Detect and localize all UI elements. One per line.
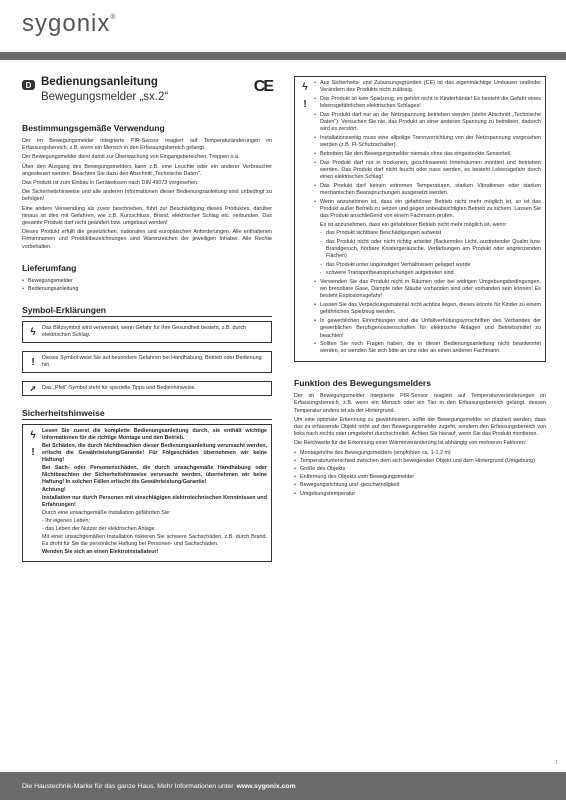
safety-line: - das Leben der Nutzer der elektrischen Anlage. bbox=[42, 526, 157, 533]
symbol-lightning-box bbox=[22, 321, 272, 343]
header-rule bbox=[0, 52, 566, 60]
delivery-list bbox=[22, 278, 272, 293]
list-item: - das Produkt nicht oder nicht richtig arbeitet (flackerndes Licht, austretender Qualm bzw. Brandgeruch, hörbare Knistergeräusche, Verfärbungen am Produkt oder angrenzenden Flächen) bbox=[320, 239, 541, 261]
symbol-text: Dieses Symbol weist Sie auf besondere Gefahren bei Handhabung, Betrieb oder Bedienung hin. bbox=[42, 355, 262, 369]
list-item: • Aus Sicherheits- und Zulassungsgründen (CE) ist das eigenmächtige Umbauen und/oder Verändern des Produkts nicht zulässig. bbox=[314, 80, 541, 94]
left-column bbox=[22, 76, 272, 562]
safety-line: Lesen Sie zuerst die komplette Bedienungsanleitung durch, sie enthält wichtige Informationen für die richtige Montage und den Betrieb. bbox=[42, 428, 267, 442]
footer bbox=[0, 772, 566, 800]
list-item: • Wenn anzunehmen ist, dass ein gefahrloser Betrieb nicht mehr möglich ist, so ist das Produkt außer Betrieb zu setzen und gegen unbeabsichtigten Betrieb zu sichern. Lassen Sie das Produkt anschließend von einem Fachmann prüfen. bbox=[314, 199, 541, 221]
list-item: • Bewegungsrichtung und -geschwindigkeit bbox=[294, 482, 546, 489]
list-item: • Bedienungsanleitung bbox=[22, 286, 272, 293]
right-column bbox=[294, 76, 546, 499]
sub-paragraph: Es ist anzunehmen, dass ein gefahrloser Betrieb nicht mehr möglich ist, wenn: bbox=[320, 221, 507, 228]
list-item: - das Produkt sichtbare Beschädigungen aufweist bbox=[320, 230, 541, 237]
lightning-icon: ϟ bbox=[30, 326, 36, 338]
brand-logo: sygonix® bbox=[22, 10, 117, 37]
usage-paragraph: Über den Ausgang des Bewegungsmelders kann z.B. eine Leuchte oder ein anderer Verbraucher angesteuert werden. Beachten Sie dazu den Abschnitt „Technische Daten“. bbox=[22, 163, 272, 177]
page-mark: 1 bbox=[555, 760, 558, 766]
safety-line: Wenden Sie sich an einen Elektroinstallateur! bbox=[42, 549, 159, 556]
symbols-heading: Symbol-Erklärungen bbox=[22, 305, 272, 317]
safety-icons bbox=[299, 82, 311, 357]
safety-icons bbox=[27, 430, 39, 557]
symbol-text: Das Blitzsymbol wird verwendet, wenn Gefahr für Ihre Gesundheit besteht, z.B. durch elektrischen Schlag. bbox=[42, 325, 247, 339]
safety-continued-content bbox=[314, 80, 541, 357]
ce-mark: CE bbox=[253, 78, 272, 95]
list-item: • Sollten Sie noch Fragen haben, die in dieser Bedienungsanleitung nicht beantwortet werden, so wenden Sie sich bitte an uns oder an einen anderen Fachmann. bbox=[314, 341, 541, 355]
usage-paragraph: Dieses Produkt erfüllt die gesetzlichen, nationalen und europäischen Anforderungen. Alle enthaltenen Firmennamen und Produktbezeichnungen sind Warenzeichen der jeweiligen Inhaber. Alle Rechte vorbehalten. bbox=[22, 229, 272, 250]
footer-text: Die Haustechnik-Marke für das ganze Haus. Mehr Informationen unter bbox=[22, 782, 234, 790]
list-item: • Temperaturunterschied zwischen dem sich bewegenden Objekt und dem Hintergrund (Umgebung) bbox=[294, 458, 546, 465]
safety-content bbox=[42, 428, 267, 557]
list-item: • Entfernung des Objekts vom Bewegungsmelder bbox=[294, 474, 546, 481]
doc-subtitle: Bewegungsmelder „sx.2“ bbox=[41, 91, 169, 103]
safety-line: Durch eine unsachgemäße Installation gefährden Sie: bbox=[42, 510, 171, 517]
symbol-text: Das „Pfeil“-Symbol steht für spezielle Tipps und Bedienhinweise. bbox=[42, 385, 197, 392]
footer-link[interactable]: www.sygonix.com bbox=[236, 782, 296, 790]
dash-list bbox=[314, 230, 541, 278]
arrow-icon: ➚ bbox=[29, 384, 37, 394]
safety-list bbox=[314, 80, 541, 220]
list-item: • Größe des Objekts bbox=[294, 466, 546, 473]
safety-list-2 bbox=[314, 279, 541, 356]
doc-header bbox=[22, 76, 272, 103]
list-item: • Das Produkt darf nur an der Netzspannung betrieben werden (siehe Abschnitt „Technische Daten“). Versuchen Sie nie, das Produkt an einer anderen Spannung zu betreiben, dadurch wird es zerstört. bbox=[314, 112, 541, 134]
safety-line: Mit einer unsachgemäßen Installation riskieren Sie schwere Sachschäden, z.B. durch Brand. Es droht für Sie die persönliche Haftung bei Personen- und Sachschäden. bbox=[42, 534, 267, 548]
usage-heading: Bestimmungsgemäße Verwendung bbox=[22, 123, 165, 133]
list-item: • Umgebungstemperatur bbox=[294, 491, 546, 498]
list-item: • Verwenden Sie das Produkt nicht in Räumen oder bei widrigen Umgebungsbedingungen, wo brennbare Gase, Dämpfe oder Stäube vorhanden sind oder vorhanden sein können! Es besteht Explosionsgefahr! bbox=[314, 279, 541, 301]
list-item: • Montagehöhe des Bewegungsmelders (empfohlen ca. 1-1,2 m) bbox=[294, 450, 546, 457]
function-heading: Funktion des Bewegungsmelders bbox=[294, 378, 432, 389]
symbol-exclamation-box bbox=[22, 351, 272, 373]
safety-line: Bei Schäden, die durch Nichtbeachten dieser Bedienungsanleitung verursacht werden, erlischt die Gewährleistung/Garantie! Für Folgeschäden übernehmen wir keine Haftung! bbox=[42, 443, 267, 464]
usage-paragraph: Eine andere Verwendung als zuvor beschrieben, führt zur Beschädigung dieses Produktes, darüber hinaus ist dies mit Gefahren, wie z.B. Kurzschluss, Brand, elektrischer Schlag etc. verbunden. Das gesamte Produkt darf nicht geändert bzw. umgebaut werden! bbox=[22, 205, 272, 227]
exclamation-icon: ! bbox=[303, 99, 307, 110]
function-paragraph: Die Reichweite für die Erkennung einer Wärmeveränderung ist abhängig von mehreren Faktoren: bbox=[294, 440, 527, 447]
usage-text bbox=[22, 138, 272, 251]
list-item: • Lassen Sie das Verpackungsmaterial nicht achtlos liegen, dieses könnte für Kinder zu einem gefährlichen Spielzeug werden. bbox=[314, 302, 541, 316]
usage-paragraph: Die Sicherheitshinweise und alle anderen Informationen dieser Bedienungsanleitung sind unbedingt zu befolgen! bbox=[22, 189, 272, 203]
safety-line: - Ihr eigenes Leben; bbox=[42, 518, 90, 525]
list-item: • Betreiben Sie den Bewegungsmelder niemals ohne das eingesteckte Sensorteil. bbox=[314, 151, 541, 158]
list-item: • Bewegungsmelder bbox=[22, 278, 272, 285]
factors-list bbox=[294, 450, 546, 498]
safety-line: Installation nur durch Personen mit einschlägigen elektrotechnischen Kenntnissen und Erfahrungen! bbox=[42, 495, 267, 509]
lightning-icon: ϟ bbox=[302, 82, 308, 93]
safety-box bbox=[22, 424, 272, 562]
language-badge: D bbox=[22, 80, 35, 90]
list-item: - schwere Transportbeanspruchungen aufgetreten sind bbox=[320, 270, 541, 277]
exclamation-icon: ! bbox=[31, 356, 35, 368]
safety-line: Achtung! bbox=[42, 487, 66, 494]
function-paragraph: Der im Bewegungsmelder integrierte PIR-Sensor reagiert auf Temperaturveränderungen im Erfassungsbereich, z.B. wenn ein Mensch oder ein Tier in den Erfassungsbereich gelangt, dessen Temperatur anders ist als der Hintergrund. bbox=[294, 393, 546, 414]
safety-line: Bei Sach- oder Personenschäden, die durch unsachgemäße Handhabung oder Nichtbeachten der Sicherheitshinweise verursacht werden, übernehmen wir keine Haftung! In solchen Fällen erlischt die Gewährleistung/Garantie! bbox=[42, 465, 267, 486]
list-item: • Das Produkt darf keinen extremen Temperaturen, starken Vibrationen oder starken mechanischen Beanspruchungen ausgesetzt werden. bbox=[314, 183, 541, 197]
usage-paragraph: Der im Bewegungsmelder integrierte PIR-Sensor reagiert auf Temperaturänderungen im Erfassungsbereich, z.B. wenn ein Mensch in den Erfassungsbereich gelangt. bbox=[22, 138, 272, 152]
list-item: - das Produkt unter ungünstigen Verhältnissen gelagert wurde bbox=[320, 262, 541, 269]
doc-title: Bedienungsanleitung bbox=[41, 76, 158, 88]
usage-paragraph: Der Bewegungsmelder dient damit zur Überwachung von Eingangsbereichen, Treppen o.ä. bbox=[22, 154, 240, 161]
usage-paragraph: Das Produkt ist zum Einbau in Gerätedosen nach DIN 49073 vorgesehen. bbox=[22, 180, 199, 187]
exclamation-icon: ! bbox=[31, 447, 35, 459]
lightning-icon: ϟ bbox=[30, 430, 36, 442]
list-item: • In gewerblichen Einrichtungen sind die Unfallverhütungsvorschriften des Verbandes der gewerblichen Berufsgenossenschaften für elektrische Anlagen und Betriebsmittel zu beachten! bbox=[314, 318, 541, 340]
delivery-heading: Lieferumfang bbox=[22, 262, 77, 273]
safety-continued-box bbox=[294, 76, 546, 362]
function-paragraph: Um eine optimale Erkennung zu gewährleisten, sollte der Bewegungsmelder so platziert werden, dass das zu erfassende Objekt nicht auf den Bewegungsmelder zugeht, sondern den Erfassungsbereich von links nach rechts oder umgekehrt durchschreitet. Achten Sie hierauf, wenn Sie das Produkt montieren. bbox=[294, 416, 546, 438]
list-item: • Installationsseitig muss eine allpolige Trennvorrichtung von der Netzspannung vorgesehen werden (z.B. FI-Schutzschalter). bbox=[314, 135, 541, 149]
symbol-arrow-box bbox=[22, 381, 272, 396]
list-item: • Das Produkt ist kein Spielzeug, es gehört nicht in Kinderhände! Es besteht die Gefahr eines lebensgefährlichen elektrischen Schlages! bbox=[314, 96, 541, 110]
list-item: • Das Produkt darf nur in trockenen, geschlossenen Innenräumen montiert und betrieben werden. Das Produkt darf nicht feucht oder nass werden, es besteht Lebensgefahr durch einen elektrischen Schlag! bbox=[314, 160, 541, 182]
safety-heading: Sicherheitshinweise bbox=[22, 408, 272, 420]
